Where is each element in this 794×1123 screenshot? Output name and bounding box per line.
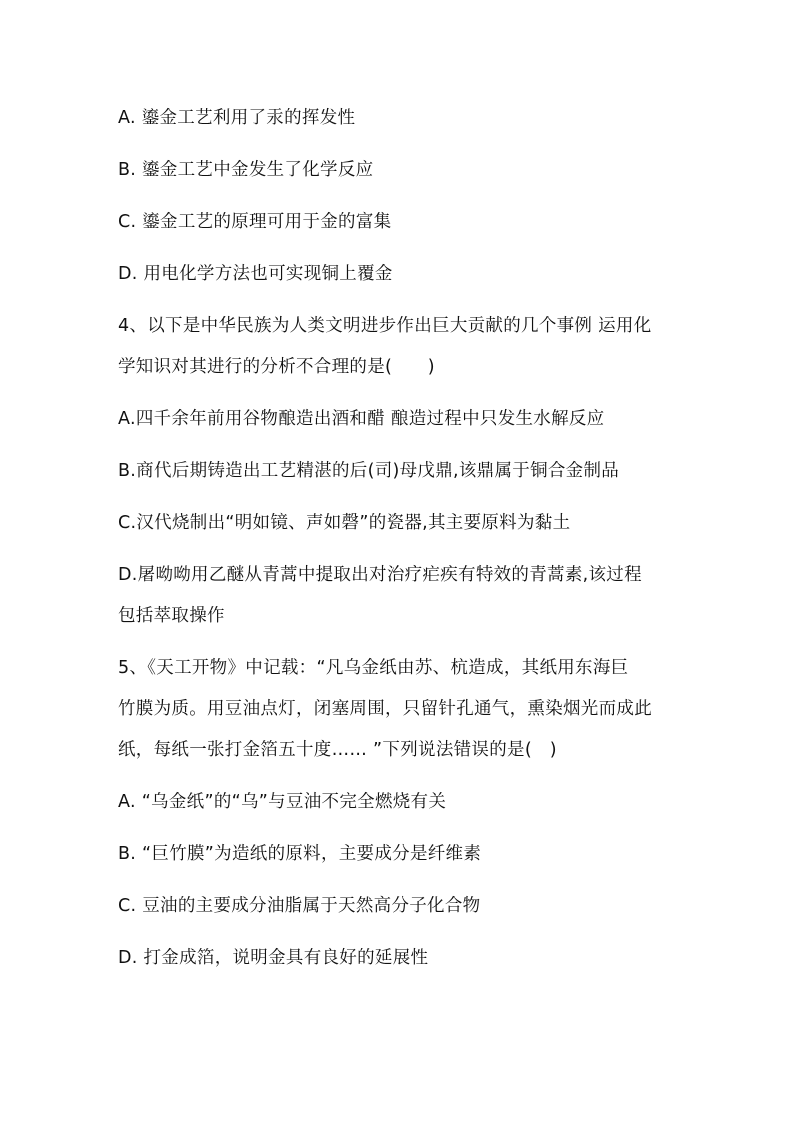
q4-stem-line-2: 学知识对其进行的分析不合理的是( ) xyxy=(118,357,435,377)
q4-option-d-line-1: D.屠呦呦用乙醚从青蒿中提取出对治疗疟疾有特效的青蒿素,该过程 xyxy=(118,565,642,585)
q3-option-c: C. 鎏金工艺的原理可用于金的富集 xyxy=(118,212,392,232)
q5-stem-line-3: 纸，每纸一张打金箔五十度…… ”下列说法错误的是( ) xyxy=(118,740,557,760)
q4-option-d-line-2: 包括萃取操作 xyxy=(118,606,225,626)
q3-option-b: B. 鎏金工艺中金发生了化学反应 xyxy=(118,160,374,180)
q5-stem-line-1: 5、《天工开物》中记载：“凡乌金纸由苏、杭造成，其纸用东海巨 xyxy=(118,658,629,678)
q5-option-a: A. “乌金纸”的“乌”与豆油不完全燃烧有关 xyxy=(118,792,447,812)
q3-option-a: A. 鎏金工艺利用了汞的挥发性 xyxy=(118,108,356,128)
q4-stem-line-1: 4、以下是中华民族为人类文明进步作出巨大贡献的几个事例 运用化 xyxy=(118,316,652,336)
q5-option-d: D. 打金成箔，说明金具有良好的延展性 xyxy=(118,948,429,968)
q5-option-c: C. 豆油的主要成分油脂属于天然高分子化合物 xyxy=(118,896,481,916)
q4-option-b: B.商代后期铸造出工艺精湛的后(司)母戊鼎,该鼎属于铜合金制品 xyxy=(118,461,620,481)
q5-stem-line-2: 竹膜为质。用豆油点灯，闭塞周围，只留针孔通气，熏染烟光而成此 xyxy=(118,699,652,719)
q3-option-d: D. 用电化学方法也可实现铜上覆金 xyxy=(118,264,393,284)
q4-option-a: A.四千余年前用谷物酿造出酒和醋 酿造过程中只发生水解反应 xyxy=(118,409,605,429)
q4-option-c: C.汉代烧制出“明如镜、声如磬”的瓷器,其主要原料为黏土 xyxy=(118,513,571,533)
q5-option-b: B. “巨竹膜”为造纸的原料，主要成分是纤维素 xyxy=(118,844,482,864)
